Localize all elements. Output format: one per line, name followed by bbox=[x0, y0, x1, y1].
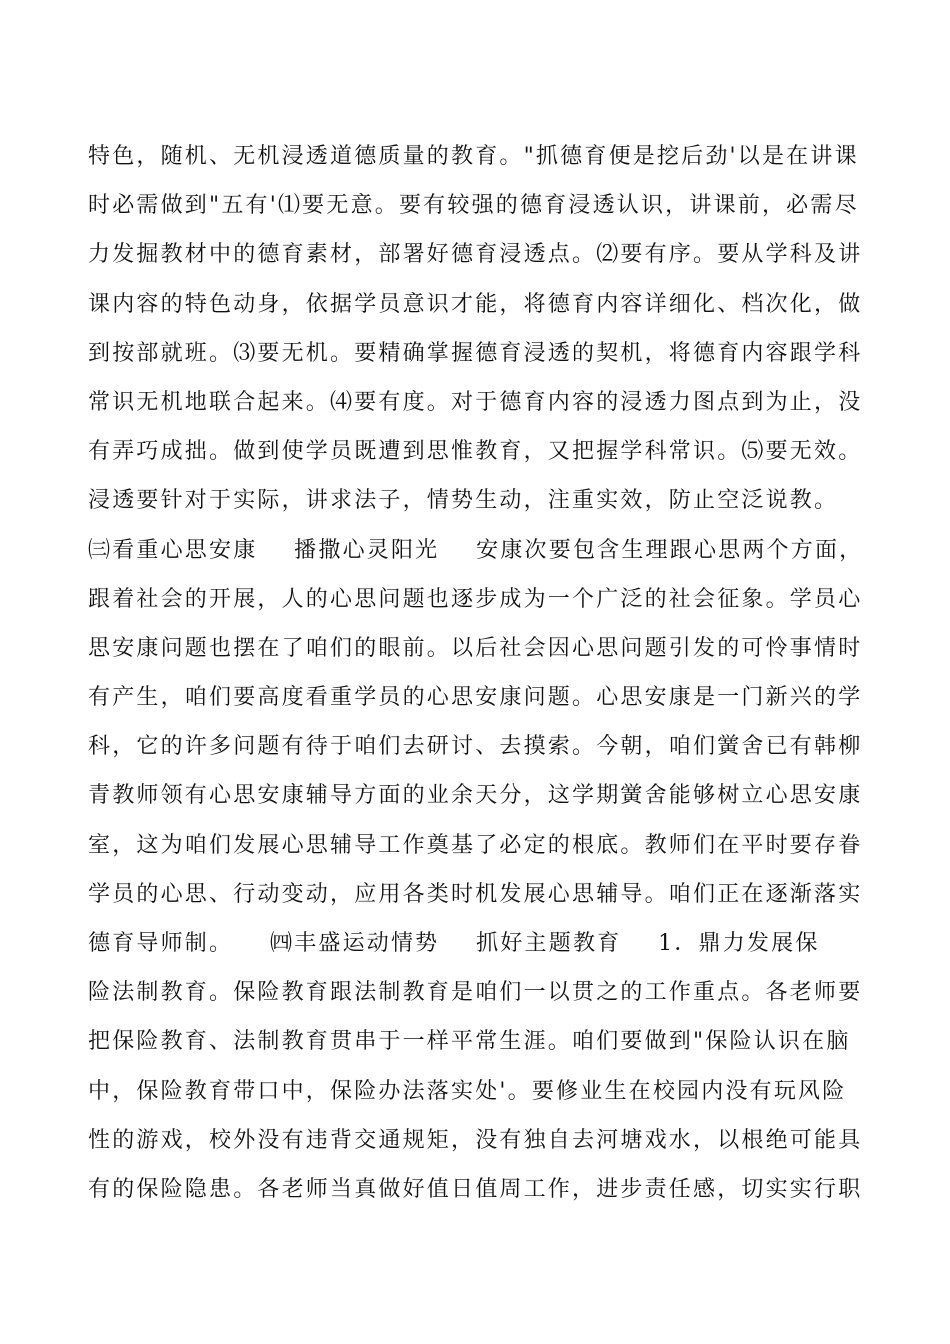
text-line: 有的保险隐患。各老师当真做好值日值周工作，进步责任感，切实实行职 bbox=[88, 1176, 863, 1202]
text-line: 力发掘教材中的德育素材，部署好德育浸透点。⑵要有序。要从学科及讲 bbox=[88, 242, 863, 268]
text-line: 时必需做到"五有'⑴要无意。要有较强的德育浸透认识，讲课前，必需尽 bbox=[88, 193, 859, 219]
text-line: 德育导师制。 ㈣丰盛运动情势 抓好主题教育 1．鼎力发展保 bbox=[88, 931, 820, 956]
text-line: 有产生，咱们要高度看重学员的心思安康问题。心思安康是一门新兴的学 bbox=[88, 685, 863, 711]
text-line: 课内容的特色动身，依据学员意识才能，将德育内容详细化、档次化，做 bbox=[88, 291, 863, 317]
text-line: 性的游戏，校外没有违背交通规矩，没有独自去河塘戏水，以根绝可能具 bbox=[88, 1127, 863, 1153]
text-line: 特色，随机、无机浸透道德质量的教育。"抓德育便是挖后劲'以是在讲课 bbox=[88, 144, 859, 169]
body-text bbox=[88, 132, 888, 1214]
text-line: 青教师领有心思安康辅导方面的业余天分，这学期黉舍能够树立心思安康 bbox=[88, 783, 863, 809]
text-line: 浸透要针对于实际，讲求法子，情势生动，注重实效，防止空泛说教。 bbox=[88, 488, 839, 514]
text-line: 到按部就班。⑶要无机。要精确掌握德育浸透的契机，将德育内容跟学科 bbox=[88, 340, 863, 366]
text-line: 把保险教育、法制教育贯串于一样平常生涯。咱们要做到"保险认识在脑 bbox=[88, 1029, 851, 1055]
text-line: 常识无机地联合起来。⑷要有度。对于德育内容的浸透力图点到为止，没 bbox=[88, 389, 863, 415]
text-line: 科，它的许多问题有待于咱们去研讨、去摸索。今朝，咱们黉舍已有韩柳 bbox=[88, 734, 863, 760]
text-line: 跟着社会的开展，人的心思问题也逐步成为一个广泛的社会征象。学员心 bbox=[88, 586, 863, 612]
text-line: 有弄巧成拙。做到使学员既遭到思惟教育，又把握学科常识。⑸要无效。 bbox=[88, 439, 863, 465]
text-line: 思安康问题也摆在了咱们的眼前。以后社会因心思问题引发的可怜事情时 bbox=[88, 635, 863, 661]
text-line: 中，保险教育带口中，保险办法落实处'。要修业生在校园内没有玩风险 bbox=[88, 1078, 847, 1104]
text-line: ㈢看重心思安康 播撒心灵阳光 安康次要包含生理跟心思两个方面， bbox=[88, 537, 864, 563]
text-line: 险法制教育。保险教育跟法制教育是咱们一以贯之的工作重点。各老师要 bbox=[88, 980, 863, 1006]
text-line: 室，这为咱们发展心思辅导工作奠基了必定的根底。教师们在平时要存眷 bbox=[88, 832, 863, 858]
text-line: 学员的心思、行动变动，应用各类时机发展心思辅导。咱们正在逐渐落实 bbox=[88, 881, 863, 907]
